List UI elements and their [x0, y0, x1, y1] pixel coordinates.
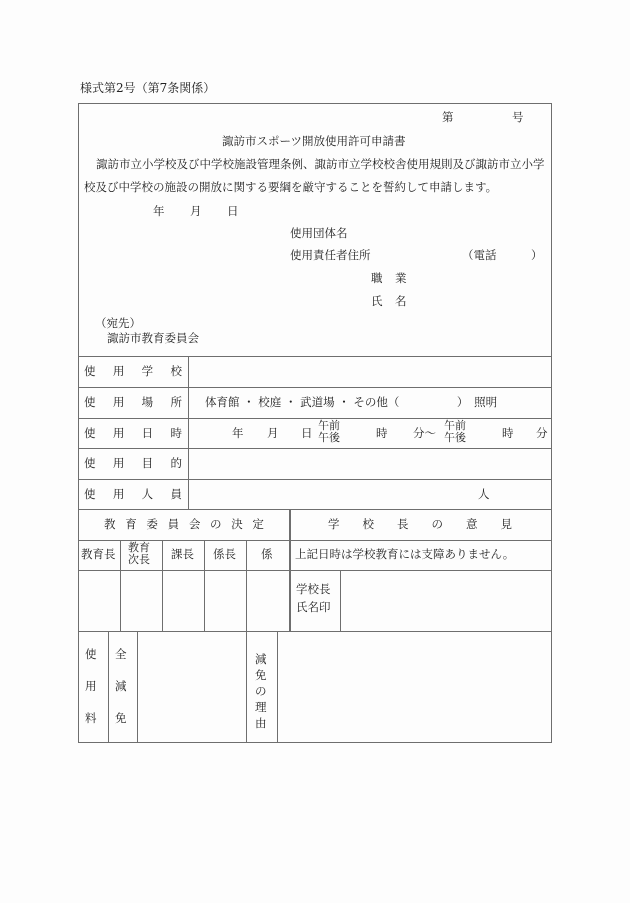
name-label-1: 氏	[371, 294, 383, 308]
ampm-end[interactable]	[444, 420, 466, 443]
label-char: 料	[85, 711, 97, 725]
pm-label: 午後	[318, 430, 340, 444]
row-label-place	[84, 397, 182, 409]
header-char: の	[431, 517, 443, 531]
label-char: 学	[141, 364, 154, 378]
addressee-label: （宛先）	[95, 316, 141, 330]
form-label: 様式第2号（第7条関係）	[80, 81, 216, 95]
col-superintendent: 教育長	[81, 547, 116, 561]
divider	[137, 631, 138, 743]
fee-amount-field[interactable]	[140, 634, 244, 740]
label-char: 全	[115, 647, 127, 661]
datetime-hour-start: 時	[376, 426, 388, 440]
datetime-month: 月	[267, 426, 279, 440]
principal-header	[328, 519, 512, 531]
label-char: 目	[141, 456, 154, 470]
group-name-label: 使用団体名	[290, 226, 348, 240]
date-month: 月	[190, 204, 202, 218]
persons-unit: 人	[478, 487, 490, 501]
divider	[277, 631, 278, 743]
header-char: 見	[500, 517, 512, 531]
fee-label	[85, 646, 97, 726]
datetime-day: 日	[301, 426, 313, 440]
divider	[246, 631, 247, 743]
row-label-datetime	[84, 428, 182, 440]
divider	[78, 448, 552, 449]
seal-box-staff[interactable]	[248, 572, 287, 629]
datetime-year: 年	[232, 426, 244, 440]
label-char: 免	[115, 711, 127, 725]
label-char: 免	[255, 668, 267, 683]
datetime-hour-end: 時	[502, 426, 514, 440]
label-char: 由	[255, 716, 267, 731]
seal-box-deputy[interactable]	[122, 572, 160, 629]
divider	[78, 631, 552, 632]
header-char: 育	[125, 517, 137, 531]
header-char: 会	[188, 517, 201, 531]
row-label-purpose	[84, 458, 182, 470]
divider	[246, 540, 247, 631]
number-dai: 第	[442, 110, 454, 124]
am-label: 午前	[444, 419, 466, 432]
row-label-persons	[84, 489, 182, 501]
date-day: 日	[227, 204, 239, 218]
pledge-line-1: 諏訪市立小学校及び中学校施設管理条例、諏訪市立学校校舎使用規則及び諏訪市立小学	[96, 157, 545, 171]
place-options[interactable]: 体育館 ・ 校庭 ・ 武道場 ・ その他（ ） 照明	[205, 395, 498, 409]
label-char: 減	[255, 652, 267, 666]
pledge-line-2: 校及び中学校の施設の開放に関する要綱を厳守することを誓約して申請します。	[84, 180, 498, 194]
divider	[204, 540, 205, 631]
label-char: 用	[112, 487, 125, 501]
seal-box-section-chief[interactable]	[164, 572, 202, 629]
name-label-2: 名	[395, 294, 407, 308]
label-char: 使	[84, 426, 96, 440]
principal-seal-label-2: 氏名印	[296, 600, 331, 614]
divider	[78, 418, 552, 419]
divider	[289, 509, 291, 631]
date-year: 年	[153, 204, 165, 218]
label-char: 所	[170, 395, 182, 409]
school-field[interactable]	[192, 360, 548, 384]
exemption-reason-label	[255, 651, 267, 731]
datetime-minute-end: 分	[536, 426, 548, 440]
pm-label: 午後	[444, 430, 466, 444]
exemption-reason-field[interactable]	[280, 634, 549, 740]
divider	[78, 479, 552, 480]
number-go: 号	[512, 110, 524, 124]
am-label: 午前	[318, 419, 340, 432]
header-char: 長	[397, 517, 409, 531]
label-char: 日	[141, 426, 154, 440]
label-char: 用	[112, 364, 125, 378]
divider	[120, 540, 121, 631]
label-char: 用	[85, 679, 97, 693]
occupation-label-2: 業	[395, 271, 407, 285]
label-char: 減	[115, 679, 127, 693]
label-char: 理	[255, 700, 267, 715]
header-char: 員	[167, 517, 180, 531]
label-char: 時	[170, 426, 182, 440]
label-char: の	[255, 684, 267, 699]
label-char: 使	[84, 395, 96, 409]
divider	[188, 356, 189, 509]
header-char: 定	[252, 517, 264, 531]
full-exemption-label	[115, 646, 127, 726]
header-char: 決	[231, 517, 243, 531]
header-char: 教	[104, 517, 116, 531]
divider	[78, 387, 552, 388]
label-char: 使	[84, 364, 96, 378]
address-label: 使用責任者住所	[290, 248, 371, 262]
divider	[340, 570, 341, 631]
label-char: 使	[84, 487, 96, 501]
decision-header	[104, 519, 264, 531]
principal-statement: 上記日時は学校教育には支障ありません。	[295, 547, 515, 561]
label-char: 場	[141, 395, 154, 409]
divider	[78, 356, 552, 357]
seal-box-superintendent[interactable]	[80, 572, 118, 629]
purpose-field[interactable]	[192, 452, 548, 476]
divider	[108, 631, 109, 743]
divider	[78, 570, 552, 571]
label-char: 用	[112, 456, 125, 470]
addressee: 諏訪市教育委員会	[107, 331, 199, 345]
header-char: 学	[328, 517, 340, 531]
principal-seal-box[interactable]	[343, 573, 549, 629]
divider	[162, 540, 163, 631]
header-char: 校	[362, 517, 374, 531]
label-char: 校	[170, 364, 182, 378]
datetime-minute-from: 分～	[413, 426, 436, 440]
divider	[78, 509, 552, 510]
label-char: 使	[85, 647, 97, 661]
col-section-chief: 課長	[171, 547, 194, 561]
row-label-school	[84, 366, 182, 378]
phone-label: （電話 ）	[462, 248, 543, 262]
header-char: 意	[466, 517, 478, 531]
label-char: 人	[141, 487, 154, 501]
occupation-label-1: 職	[371, 271, 383, 285]
seal-box-subsection-chief[interactable]	[206, 572, 244, 629]
label-char: 的	[170, 456, 182, 470]
label-char: 員	[170, 487, 182, 501]
ampm-start[interactable]	[318, 420, 340, 443]
col-subsection-chief: 係長	[213, 547, 236, 561]
header-char: 委	[146, 517, 158, 531]
label-char: 使	[84, 456, 96, 470]
col-deputy-superintendent: 教育 次長	[128, 541, 150, 566]
header-char: の	[210, 517, 222, 531]
principal-seal-label-1: 学校長	[296, 582, 331, 596]
col-staff: 係	[261, 547, 273, 561]
label-char: 用	[112, 395, 125, 409]
form-title: 諏訪市スポーツ開放使用許可申請書	[222, 134, 406, 148]
label-char: 用	[112, 426, 125, 440]
